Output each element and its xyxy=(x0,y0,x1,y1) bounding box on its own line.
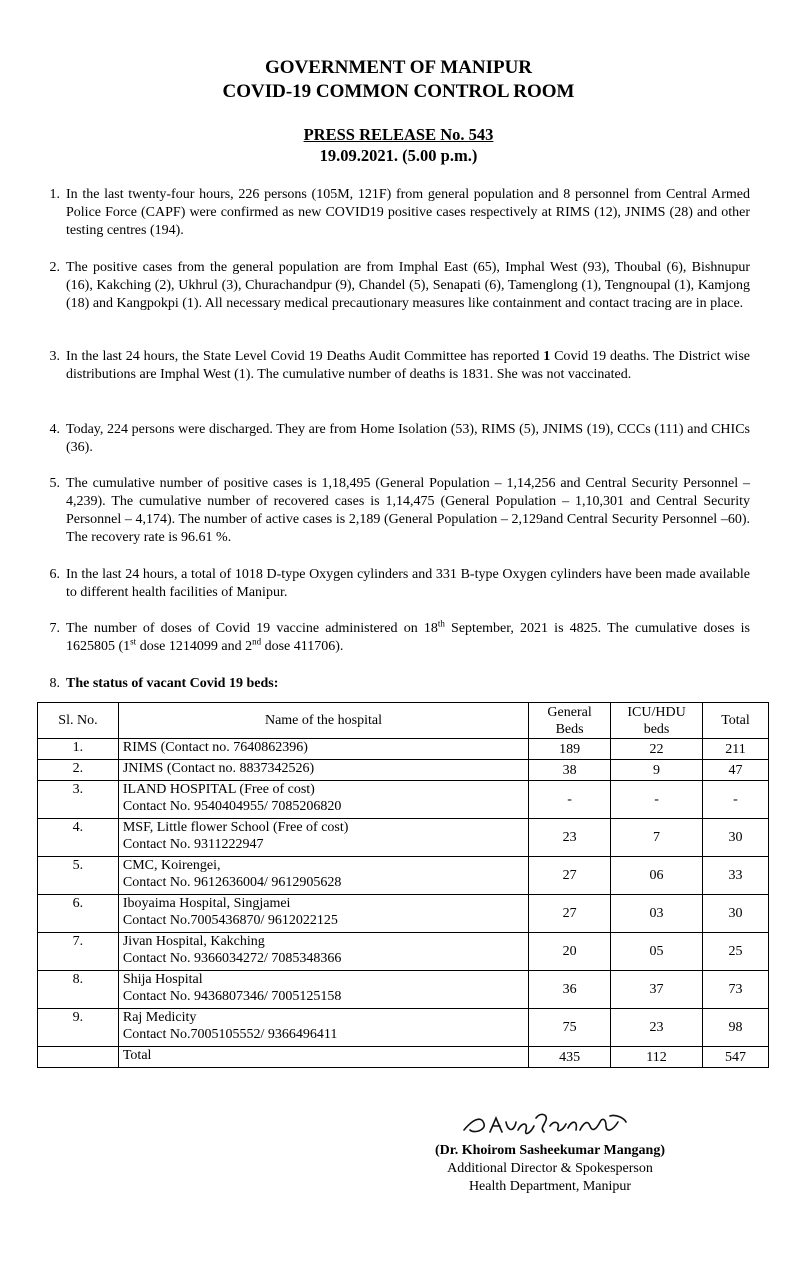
table-row xyxy=(38,933,769,971)
hospital-name: RIMS (Contact no. 7640862396) xyxy=(122,740,308,755)
item-text-part: dose 411706). xyxy=(261,639,344,654)
item-text xyxy=(66,348,750,384)
hospital-contact: Contact No.7005436870/ 9612022125 xyxy=(122,913,338,928)
table-row xyxy=(38,739,769,760)
list-item-3 xyxy=(38,348,750,384)
cell-general-beds: 75 xyxy=(529,1009,611,1047)
column-header-name: Name of the hospital xyxy=(118,703,528,739)
signatory-department: Health Department, Manipur xyxy=(468,1179,632,1194)
hospital-name: JNIMS (Contact no. 8837342526) xyxy=(122,761,315,776)
cell-total: 211 xyxy=(703,739,769,760)
item-text: Today, 224 persons were discharged. They are from Home Isolation (53), RIMS (5), JNIMS (19), CCCs (111) and CHICs (36). xyxy=(66,422,750,455)
cell-sl: 7. xyxy=(38,933,119,971)
signatory-title: Additional Director & Spokesperson xyxy=(447,1161,653,1176)
item-text: The cumulative number of positive cases is 1,18,495 (General Population – 1,14,256 and Central Security Personnel – 4,239). The cumulative number of recovered cases is 1,14,475 (General Population – 1,10,301 and Central Security Personnel – 4,174). The number of active cases is 2,189 (General Population – 2,129and Central Security Personnel –60). The recovery rate is 96.61 %. xyxy=(66,476,750,545)
table-row xyxy=(38,857,769,895)
table-row xyxy=(38,971,769,1009)
cell-icu-beds: 03 xyxy=(611,895,703,933)
superscript: nd xyxy=(252,636,262,647)
cell-sl: 2. xyxy=(38,760,119,781)
item-text: In the last twenty-four hours, 226 persons (105M, 121F) from general population and 8 personnel from Central Armed Police Force (CAPF) were confirmed as new COVID19 positive cases respectively at RIMS (12), JNIMS (28) and other testing centres (194). xyxy=(66,187,750,238)
column-header-sl: Sl. No. xyxy=(38,703,119,739)
cell-sl: 6. xyxy=(38,895,119,933)
hospital-contact: Contact No.7005105552/ 9366496411 xyxy=(122,1027,338,1042)
cell-general-beds: 27 xyxy=(529,895,611,933)
cell-general-beds: 435 xyxy=(529,1047,611,1068)
cell-general-beds: - xyxy=(529,781,611,819)
cell-general-beds: 23 xyxy=(529,819,611,857)
cell-icu-beds: 37 xyxy=(611,971,703,1009)
item-text-part: dose 1214099 and 2 xyxy=(136,639,253,654)
signature-mark xyxy=(460,1108,630,1142)
cell-general-beds: 27 xyxy=(529,857,611,895)
list-item-8 xyxy=(38,675,750,693)
cell-hospital xyxy=(118,819,528,857)
item-number: 8. xyxy=(49,676,60,691)
item-number: 7. xyxy=(49,621,60,636)
cell-total: 73 xyxy=(703,971,769,1009)
hospital-contact: Contact No. 9540404955/ 7085206820 xyxy=(122,799,342,814)
table-row xyxy=(38,1009,769,1047)
table-total-row xyxy=(38,1047,769,1068)
item-number: 4. xyxy=(49,422,60,437)
cell-icu-beds: 06 xyxy=(611,857,703,895)
hospital-contact: Contact No. 9366034272/ 7085348366 xyxy=(122,951,342,966)
cell-general-beds: 189 xyxy=(529,739,611,760)
superscript: st xyxy=(130,636,137,647)
hospital-name: Jivan Hospital, Kakching xyxy=(122,934,265,949)
item-number: 1. xyxy=(49,187,60,202)
hospital-contact: Contact No. 9311222947 xyxy=(122,837,264,852)
hospital-name: Iboyaima Hospital, Singjamei xyxy=(122,896,291,911)
item-number: 5. xyxy=(49,476,60,491)
cell-icu-beds: 22 xyxy=(611,739,703,760)
cell-sl: 3. xyxy=(38,781,119,819)
hospital-name: ILAND HOSPITAL (Free of cost) xyxy=(122,782,315,797)
list-item-4 xyxy=(38,421,750,457)
column-header-total: Total xyxy=(703,703,769,739)
hospital-name: CMC, Koirengei, xyxy=(122,858,221,873)
item-text xyxy=(66,620,750,656)
item-text: The positive cases from the general population are from Imphal East (65), Imphal West (93), Thoubal (6), Bishnupur (16), Kakching (2), Ukhrul (3), Churachandpur (9), Chandel (5), Senapati (6), Tamenglong (1), Tengnoupal (1), Kamjong (18) and Kangpokpi (1). All necessary medical precautionary measures like containment and contact tracing are in place. xyxy=(66,260,750,311)
header-line1: GOVERNMENT OF MANIPUR xyxy=(264,57,533,78)
signatory-name: (Dr. Khoirom Sasheekumar Mangang) xyxy=(435,1143,665,1158)
header-line2: COVID-19 COMMON CONTROL ROOM xyxy=(222,81,575,102)
item-number: 2. xyxy=(49,260,60,275)
cell-total: 547 xyxy=(703,1047,769,1068)
hospital-contact: Contact No. 9612636004/ 9612905628 xyxy=(122,875,342,890)
list-item-6 xyxy=(38,566,750,602)
list-item-2 xyxy=(38,259,750,313)
cell-hospital xyxy=(118,760,528,781)
superscript: th xyxy=(437,618,445,629)
cell-hospital xyxy=(118,781,528,819)
item-text-part: The number of doses of Covid 19 vaccine administered on 18 xyxy=(66,621,438,636)
cell-icu-beds: 112 xyxy=(611,1047,703,1068)
list-item-1 xyxy=(38,186,750,240)
column-header-icu: ICU/HDU beds xyxy=(611,703,703,739)
hospital-contact: Contact No. 9436807346/ 7005125158 xyxy=(122,989,342,1004)
cell-sl: 9. xyxy=(38,1009,119,1047)
table-row xyxy=(38,781,769,819)
item-text-bold: 1 xyxy=(543,349,551,364)
cell-sl: 8. xyxy=(38,971,119,1009)
cell-icu-beds: 7 xyxy=(611,819,703,857)
cell-total: 30 xyxy=(703,819,769,857)
cell-general-beds: 38 xyxy=(529,760,611,781)
cell-hospital xyxy=(118,971,528,1009)
item-text: The status of vacant Covid 19 beds: xyxy=(66,676,279,691)
list-item-5 xyxy=(38,475,750,547)
item-number: 3. xyxy=(49,349,60,364)
cell-hospital xyxy=(118,933,528,971)
cell-hospital xyxy=(118,1009,528,1047)
cell-total: - xyxy=(703,781,769,819)
vacant-beds-table xyxy=(37,702,769,1068)
cell-sl xyxy=(38,1047,119,1068)
cell-total: 33 xyxy=(703,857,769,895)
cell-hospital xyxy=(118,739,528,760)
item-text: In the last 24 hours, a total of 1018 D-type Oxygen cylinders and 331 B-type Oxygen cylinders have been made available to different health facilities of Manipur. xyxy=(66,567,750,600)
cell-total: 25 xyxy=(703,933,769,971)
item-text-part: September, 2021 is 4825. The cumulative doses is 1625805 (1 xyxy=(66,621,750,654)
cell-total: 47 xyxy=(703,760,769,781)
item-number: 6. xyxy=(49,567,60,582)
cell-sl: 4. xyxy=(38,819,119,857)
cell-hospital xyxy=(118,857,528,895)
cell-icu-beds: - xyxy=(611,781,703,819)
cell-general-beds: 36 xyxy=(529,971,611,1009)
cell-sl: 1. xyxy=(38,739,119,760)
table-row xyxy=(38,895,769,933)
cell-icu-beds: 23 xyxy=(611,1009,703,1047)
cell-icu-beds: 05 xyxy=(611,933,703,971)
item-text-part: Covid 19 deaths. The District wise distributions are Imphal West (1). The cumulative number of deaths is 1831. She was not vaccinated. xyxy=(66,349,750,382)
hospital-name: MSF, Little flower School (Free of cost) xyxy=(122,820,349,835)
item-text-part: In the last 24 hours, the State Level Covid 19 Deaths Audit Committee has reported xyxy=(66,349,544,364)
cell-icu-beds: 9 xyxy=(611,760,703,781)
cell-general-beds: 20 xyxy=(529,933,611,971)
hospital-name: Raj Medicity xyxy=(122,1010,197,1025)
cell-total: 30 xyxy=(703,895,769,933)
cell-sl: 5. xyxy=(38,857,119,895)
press-release-title: PRESS RELEASE No. 543 xyxy=(303,125,494,144)
column-header-general: General Beds xyxy=(529,703,611,739)
table-row xyxy=(38,819,769,857)
hospital-name: Shija Hospital xyxy=(122,972,203,987)
cell-total: 98 xyxy=(703,1009,769,1047)
list-item-7 xyxy=(38,620,750,656)
cell-hospital xyxy=(118,895,528,933)
table-row xyxy=(38,760,769,781)
press-release-date: 19.09.2021. (5.00 p.m.) xyxy=(319,146,478,165)
cell-total-label: Total xyxy=(118,1047,528,1068)
table-header-row xyxy=(38,703,769,739)
